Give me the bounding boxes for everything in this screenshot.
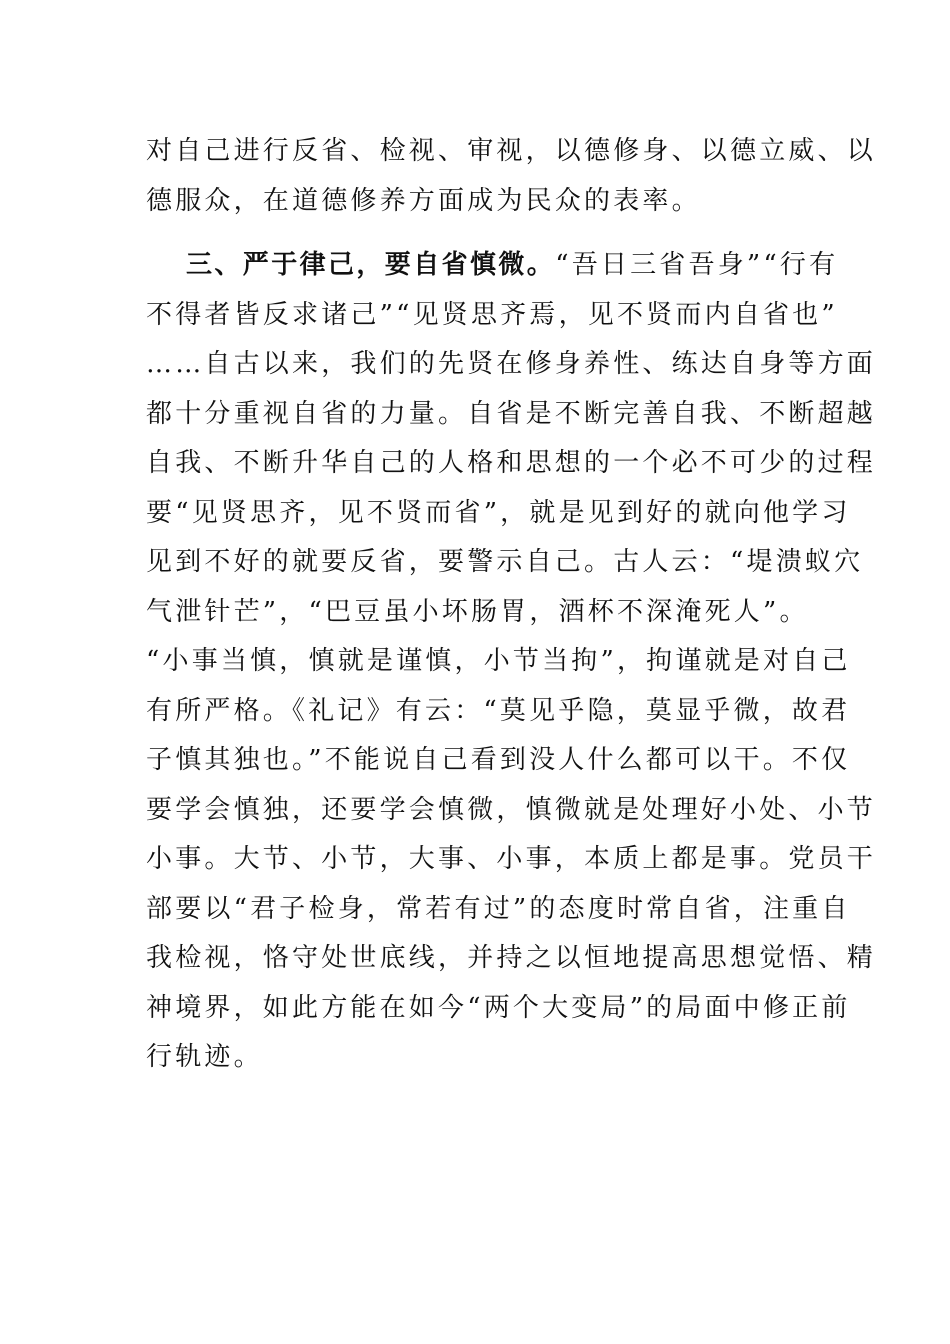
paragraph-line: 要“见贤思齐，见不贤而省”，就是见到好的就向他学习 (146, 497, 851, 528)
paragraph-line: 要学会慎独，还要学会慎微，慎微就是处理好小处、小节 (146, 794, 877, 825)
paragraph-line: 见到不好的就要反省，要警示自己。古人云：“堤溃蚁穴 (146, 547, 864, 577)
paragraph-2 (146, 241, 877, 1083)
paragraph-line: 对自己进行反省、检视、审视，以德修身、以德立威、以 (146, 136, 877, 166)
paragraph-line: 有所严格。《礼记》有云：“莫见乎隐，莫显乎微，故君 (146, 695, 851, 726)
paragraph-line: 部要以“君子检身，常若有过”的态度时常自省，注重自 (146, 893, 851, 924)
paragraph-line: 子慎其独也。”不能说自己看到没人什么都可以干。不仅 (146, 745, 851, 775)
paragraph-line: 都十分重视自省的力量。自省是不断完善自我、不断超越 (146, 398, 877, 429)
section-heading: 三、严于律己，要自省慎微。 (186, 250, 556, 280)
paragraph-line: 神境界，如此方能在如今“两个大变局”的局面中修正前 (146, 992, 851, 1023)
paragraph-line: 我检视，恪守处世底线，并持之以恒地提高思想觉悟、精 (146, 943, 877, 973)
paragraph-line: 德服众，在道德修养方面成为民众的表率。 (146, 185, 701, 216)
paragraph-line: 不得者皆反求诸己”“见贤思齐焉，见不贤而内自省也” (146, 299, 838, 330)
paragraph-line: 气泄针芒”，“巴豆虽小坏肠胃，酒杯不深淹死人”。 (146, 596, 809, 627)
paragraph-line: “小事当慎，慎就是谨慎，小节当拘”，拘谨就是对自己 (146, 646, 851, 676)
paragraph-line: ……自古以来，我们的先贤在修身养性、练达自身等方面 (146, 349, 877, 379)
paragraph-1 (146, 127, 877, 226)
paragraph-first-line (146, 241, 839, 291)
paragraph-line: 小事。大节、小节，大事、小事，本质上都是事。党员干 (146, 844, 877, 874)
paragraph-line: 行轨迹。 (146, 1042, 263, 1072)
paragraph-line: 自我、不断升华自己的人格和思想的一个必不可少的过程 (146, 448, 877, 478)
paragraph-text: “吾日三省吾身”“行有 (555, 250, 839, 280)
